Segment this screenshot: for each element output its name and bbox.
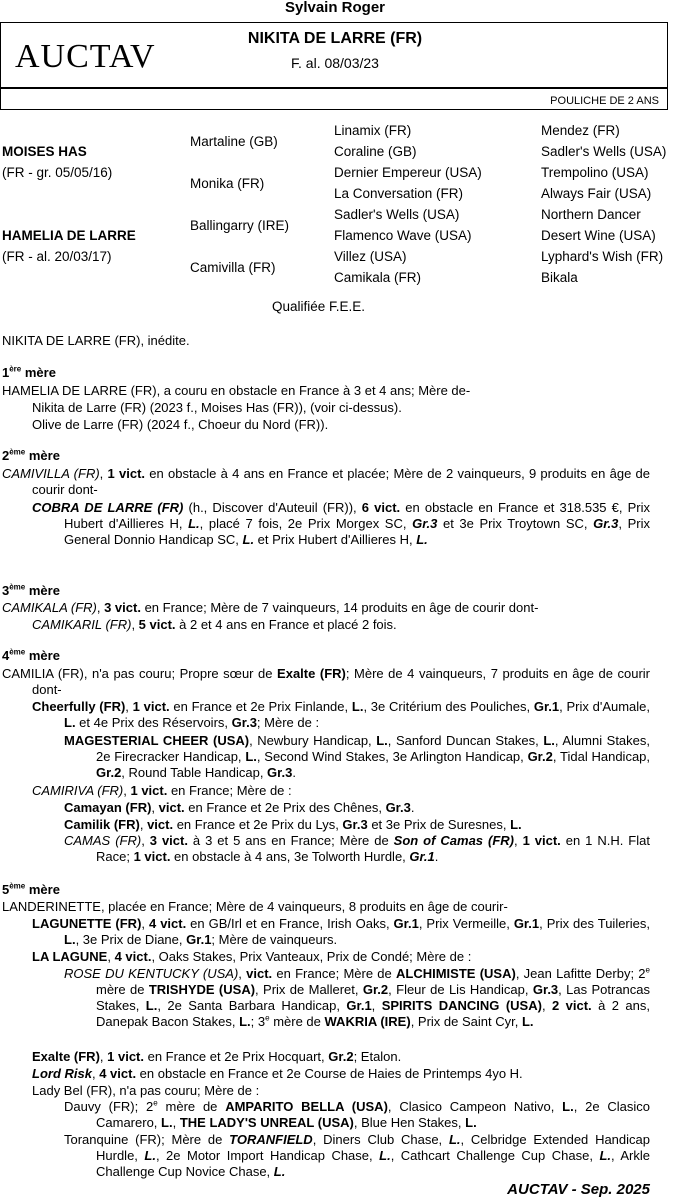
camivilla: CAMIVILLA (FR)	[2, 466, 100, 481]
t: , Fleur de Lis Handicap,	[388, 982, 533, 997]
vict: 2 vict.	[551, 998, 592, 1013]
listed: L.	[161, 1115, 173, 1130]
t: et Prix Hubert d'Aillieres H,	[254, 532, 417, 547]
t: (h., Discover d'Auteuil (FR)),	[183, 500, 362, 515]
t: , Prix de Saint Cyr,	[410, 1014, 522, 1029]
t: en France; Mère de :	[167, 783, 292, 798]
son-of-camas: Son of Camas (FR)	[393, 833, 514, 848]
t: en France; Mère de 7 vainqueurs, 14 produits en âge de courir dont-	[140, 600, 539, 615]
t: ,	[141, 833, 150, 848]
group: Gr.3	[231, 715, 257, 730]
listed: L.	[144, 1148, 156, 1163]
t: à 2 et 4 ans en France et placé 2 fois.	[175, 617, 397, 632]
t: e	[645, 965, 650, 975]
t: en GB/Irl et en France, Irish Oaks,	[186, 916, 394, 931]
m2-para	[2, 466, 650, 498]
qualification: Qualifiée F.E.E.	[272, 299, 366, 314]
t: ,	[172, 1115, 180, 1130]
t: en obstacle à 4 ans, 3e Tolworth Hurdle,	[170, 849, 410, 864]
t: , Tidal Handicap,	[552, 749, 651, 764]
spirits-dancing: SPIRITS DANCING (USA)	[381, 998, 542, 1013]
t: mère de	[96, 982, 149, 997]
m5-lord-risk	[32, 1066, 523, 1082]
ped-gen2-1: Monika (FR)	[190, 176, 265, 191]
ped-gen4-3: Always Fair (USA)	[541, 186, 652, 201]
t: , 2e Motor Import Handicap Chase,	[155, 1148, 380, 1163]
m4-camas	[64, 833, 650, 865]
t: e	[153, 1098, 158, 1108]
listed: L.	[239, 1014, 251, 1029]
t: , Diners Club Chase,	[312, 1132, 449, 1147]
t: et 4e Prix des Réservoirs,	[75, 715, 232, 730]
t: , 2e Clasico Camarero,	[96, 1099, 651, 1130]
m5-dauvy	[64, 1099, 650, 1131]
t: .	[410, 800, 415, 815]
ped-gen3-3: La Conversation (FR)	[334, 186, 464, 201]
listed: L.	[599, 1148, 611, 1163]
t: e	[265, 1013, 270, 1023]
cheerfully: Cheerfully (FR)	[32, 699, 126, 714]
m3-line2	[32, 617, 397, 633]
m5-la-lagune	[32, 949, 471, 965]
t: , 3e Prix de Diane,	[75, 932, 187, 947]
vict: 6 vict.	[361, 500, 401, 515]
m4-camayan	[64, 800, 414, 816]
listed: L.	[510, 817, 522, 832]
vict: 4 vict.	[99, 1066, 137, 1081]
ped-gen4-4: Northern Dancer	[541, 207, 641, 222]
t: ,	[96, 600, 105, 615]
alchimiste: ALCHIMISTE (USA)	[396, 966, 516, 981]
t: , Prix Vermeille,	[418, 916, 514, 931]
ped-gen4-0: Mendez (FR)	[541, 123, 620, 138]
t: , Las Potrancas Stakes,	[96, 982, 651, 1013]
t: , Jean Lafitte Derby; 2	[515, 966, 646, 981]
t: , Prix de Malleret,	[255, 982, 363, 997]
ped-gen3-5: Flamenco Wave (USA)	[334, 228, 472, 243]
camikaril: CAMIKARIL (FR)	[32, 617, 132, 632]
t: , Round Table Handicap,	[121, 765, 268, 780]
trishyde: TRISHYDE (USA)	[148, 982, 256, 997]
vict: 4 vict.	[114, 949, 152, 964]
group: Gr.3	[267, 765, 293, 780]
t: à 3 et 5 ans en France; Mère de	[187, 833, 394, 848]
group: Gr.2	[96, 765, 122, 780]
lagunette: LAGUNETTE (FR)	[32, 916, 142, 931]
m5-lady-bel: Lady Bel (FR), n'a pas couru; Mère de :	[32, 1083, 260, 1098]
t: ,	[99, 466, 108, 481]
m3-line1	[2, 600, 538, 616]
t: , Blue Hen Stakes,	[353, 1115, 466, 1130]
camilik: Camilik (FR)	[64, 817, 140, 832]
t: ,	[371, 998, 382, 1013]
ped-gen2-0: Martaline (GB)	[190, 134, 278, 149]
t: ; Etalon.	[353, 1049, 402, 1064]
wakria: WAKRIA (IRE)	[324, 1014, 411, 1029]
group: Gr.1	[186, 932, 212, 947]
magesterial-cheer: MAGESTERIAL CHEER (USA)	[64, 733, 250, 748]
listed: L.	[379, 1148, 391, 1163]
t: , Second Wind Stakes, 3e Arlington Handicap,	[256, 749, 528, 764]
t: ,	[139, 817, 148, 832]
listed: L.	[376, 733, 388, 748]
ped-gen4-1: Sadler's Wells (USA)	[541, 144, 667, 159]
t: , Sanford Duncan Stakes,	[387, 733, 544, 748]
t: et 3e Prix de Suresnes,	[367, 817, 511, 832]
t: ,	[151, 800, 159, 815]
exalte: Exalte (FR)	[32, 1049, 100, 1064]
owner-name: Sylvain Roger	[284, 0, 386, 16]
vict: vict.	[158, 800, 185, 815]
t: ,	[141, 916, 149, 931]
camiriva: CAMIRIVA (FR)	[32, 783, 124, 798]
t: mère de	[157, 1099, 226, 1114]
ped-gen3-1: Coraline (GB)	[334, 144, 417, 159]
ped-gen4-5: Desert Wine (USA)	[541, 228, 656, 243]
t: en obstacle en France et 2e Course de Haies de Printemps 4yo H.	[136, 1066, 523, 1081]
t: ; Mère de :	[256, 715, 320, 730]
group: Gr.1	[393, 916, 419, 931]
t: en France; Mère de	[272, 966, 397, 981]
t: à 2 ans, Danepak Bacon Stakes,	[96, 998, 651, 1029]
camikala: CAMIKALA (FR)	[2, 600, 97, 615]
category-label: POULICHE DE 2 ANS	[550, 95, 659, 107]
t: ,	[238, 966, 247, 981]
t: CAMILIA (FR), n'a pas couru; Propre sœur de	[2, 666, 278, 681]
vict: 1 vict.	[133, 849, 171, 864]
t: en France et 2e Prix du Lys,	[173, 817, 343, 832]
listed: L.	[448, 1132, 461, 1147]
vict: 5 vict.	[138, 617, 176, 632]
listed: L.	[188, 516, 200, 531]
t: en 1 N.H. Flat Race;	[96, 833, 650, 864]
intro-line: NIKITA DE LARRE (FR), inédite.	[2, 333, 190, 348]
listed: L.	[521, 1014, 534, 1029]
vict: vict.	[147, 817, 174, 832]
rose-du-kentucky: ROSE DU KENTUCKY (USA)	[64, 966, 239, 981]
listed: L.	[543, 733, 555, 748]
vict: vict.	[246, 966, 273, 981]
sire-name: MOISES HAS	[2, 144, 87, 159]
t: ; Mère de vainqueurs.	[211, 932, 338, 947]
section-5-heading: 5ème mère	[2, 881, 60, 897]
t: , Arkle Challenge Cup Novice Chase,	[96, 1148, 650, 1179]
m4-cheerfully	[32, 699, 650, 731]
group: Gr.3	[532, 982, 559, 997]
sire-info: (FR - gr. 05/05/16)	[2, 165, 113, 180]
section-1-heading: 1ère mère	[2, 364, 56, 380]
la-lagune: LA LAGUNE	[32, 949, 108, 964]
t: , Celbridge Extended Handicap Hurdle,	[96, 1132, 650, 1163]
listed: L.	[64, 932, 76, 947]
t: , Clasico Campeon Nativo,	[387, 1099, 563, 1114]
dam-info: (FR - al. 20/03/17)	[2, 249, 112, 264]
camayan: Camayan (FR)	[64, 800, 152, 815]
vict: 1 vict.	[522, 833, 561, 848]
m1-line3: Olive de Larre (FR) (2024 f., Choeur du Nord (FR)).	[32, 417, 329, 432]
t: Toranquine (FR); Mère de	[64, 1132, 230, 1147]
t: en France et 2e Prix des Chênes,	[184, 800, 386, 815]
t: ; 3	[250, 1014, 266, 1029]
t: , Prix General Donnio Handicap SC,	[64, 516, 650, 547]
t: ,	[125, 699, 133, 714]
listed: L.	[351, 699, 364, 714]
vict: 1 vict.	[130, 783, 168, 798]
m5-toranquine	[64, 1132, 650, 1180]
m2-cobra-para	[32, 500, 650, 548]
t: Dauvy (FR); 2	[64, 1099, 154, 1114]
group: Gr.3	[385, 800, 411, 815]
m5-line1: LANDERINETTE, placée en France; Mère de 4 vainqueurs, 8 produits en âge de courir-	[2, 899, 508, 914]
toranfield: TORANFIELD	[229, 1132, 313, 1147]
section-3-heading: 3ème mère	[2, 582, 60, 598]
t: .	[292, 765, 296, 780]
t: , 2e Santa Barbara Handicap,	[157, 998, 347, 1013]
listed: L.	[245, 749, 257, 764]
group: Gr.1	[409, 849, 435, 864]
lord-risk: Lord Risk	[32, 1066, 92, 1081]
listed: L.	[242, 532, 255, 547]
t: ,	[513, 833, 523, 848]
t: , Newbury Handicap,	[249, 733, 377, 748]
t: ,	[91, 1066, 100, 1081]
vict: 3 vict.	[149, 833, 188, 848]
exalte: Exalte (FR)	[277, 666, 346, 681]
listed: L.	[465, 1115, 477, 1130]
ped-gen4-2: Trempolino (USA)	[541, 165, 649, 180]
group: Gr.3	[593, 516, 619, 531]
group: Gr.3	[412, 516, 438, 531]
t: , Prix d'Aumale,	[559, 699, 651, 714]
t: , 3e Critérium des Pouliches,	[363, 699, 534, 714]
ped-gen3-2: Dernier Empereur (USA)	[334, 165, 482, 180]
m5-rose-du-kentucky	[64, 966, 650, 1030]
vict: 1 vict.	[132, 699, 170, 714]
listed: L.	[416, 532, 428, 547]
vict: 1 vict.	[107, 466, 146, 481]
t: ,	[131, 617, 139, 632]
t: ,	[107, 949, 115, 964]
t: ,	[541, 998, 552, 1013]
horse-info: F. al. 08/03/23	[291, 55, 379, 71]
group: Gr.1	[513, 916, 540, 931]
t: , Alumni Stakes, 2e Firecracker Handicap,	[96, 733, 651, 764]
cobra-de-larre: COBRA DE LARRE (FR)	[32, 500, 184, 515]
group: Gr.1	[346, 998, 372, 1013]
ped-gen2-3: Camivilla (FR)	[190, 260, 276, 275]
t: en France et 2e Prix Hocquart,	[144, 1049, 329, 1064]
t: en obstacle en France et 318.535 €, Prix Hubert d'Aillieres H,	[64, 500, 651, 531]
auctav-logo: AUCTAV	[15, 38, 156, 75]
group: Gr.2	[362, 982, 389, 997]
horse-name: NIKITA DE LARRE (FR)	[247, 30, 423, 47]
t: ,	[123, 783, 131, 798]
t: ,	[99, 1049, 108, 1064]
section-2-heading: 2ème mère	[2, 447, 60, 463]
the-ladys-unreal: THE LADY'S UNREAL (USA)	[179, 1115, 354, 1130]
vict: 3 vict.	[104, 600, 141, 615]
ped-gen4-7: Bikala	[541, 270, 578, 285]
listed: L.	[64, 715, 76, 730]
amparito-bella: AMPARITO BELLA (USA)	[225, 1099, 388, 1114]
ped-gen3-6: Villez (USA)	[334, 249, 407, 264]
footer-signature: AUCTAV - Sep. 2025	[507, 1181, 650, 1198]
m5-exalte	[32, 1049, 401, 1065]
group: Gr.2	[328, 1049, 354, 1064]
listed: L.	[562, 1099, 574, 1114]
ped-gen3-7: Camikala (FR)	[334, 270, 422, 285]
t: , Oaks Stakes, Prix Vanteaux, Prix de Condé; Mère de :	[151, 949, 472, 964]
dam-name: HAMELIA DE LARRE	[2, 228, 136, 243]
t: , Prix des Tuileries,	[539, 916, 650, 931]
ped-gen3-4: Sadler's Wells (USA)	[334, 207, 460, 222]
listed: L.	[145, 998, 158, 1013]
vict: 4 vict.	[149, 916, 187, 931]
t: , Cathcart Challenge Cup Chase,	[390, 1148, 600, 1163]
group: Gr.2	[527, 749, 553, 764]
m1-line2: Nikita de Larre (FR) (2023 f., Moises Has (FR)), (voir ci-dessus).	[32, 400, 402, 415]
m4-magesterial	[64, 733, 650, 781]
group: Gr.3	[342, 817, 368, 832]
t: et 3e Prix Troytown SC,	[437, 516, 594, 531]
camas: CAMAS (FR)	[64, 833, 142, 848]
vict: 1 vict.	[107, 1049, 144, 1064]
m4-camilik	[64, 817, 522, 833]
m4-para	[2, 666, 650, 698]
ped-gen4-6: Lyphard's Wish (FR)	[541, 249, 664, 264]
t: , placé 7 fois, 2e Prix Morgex SC,	[199, 516, 413, 531]
m4-camiriva	[32, 783, 292, 799]
t: .	[434, 849, 439, 864]
ped-gen2-2: Ballingarry (IRE)	[190, 218, 290, 233]
ped-gen3-0: Linamix (FR)	[334, 123, 412, 138]
group: Gr.1	[533, 699, 560, 714]
m1-line1: HAMELIA DE LARRE (FR), a couru en obstacle en France à 3 et 4 ans; Mère de-	[2, 383, 471, 398]
listed: L.	[273, 1164, 286, 1179]
t: ; Mère de 4 vainqueurs, 7 produits en âge de courir dont-	[32, 666, 650, 697]
section-4-heading: 4ème mère	[2, 647, 60, 663]
t: en France et 2e Prix Finlande,	[169, 699, 352, 714]
t: mère de	[269, 1014, 325, 1029]
m5-lagunette	[32, 916, 650, 948]
t: en obstacle à 4 ans en France et placée; Mère de 2 vainqueurs, 9 produits en âge de courir dont-	[32, 466, 651, 497]
